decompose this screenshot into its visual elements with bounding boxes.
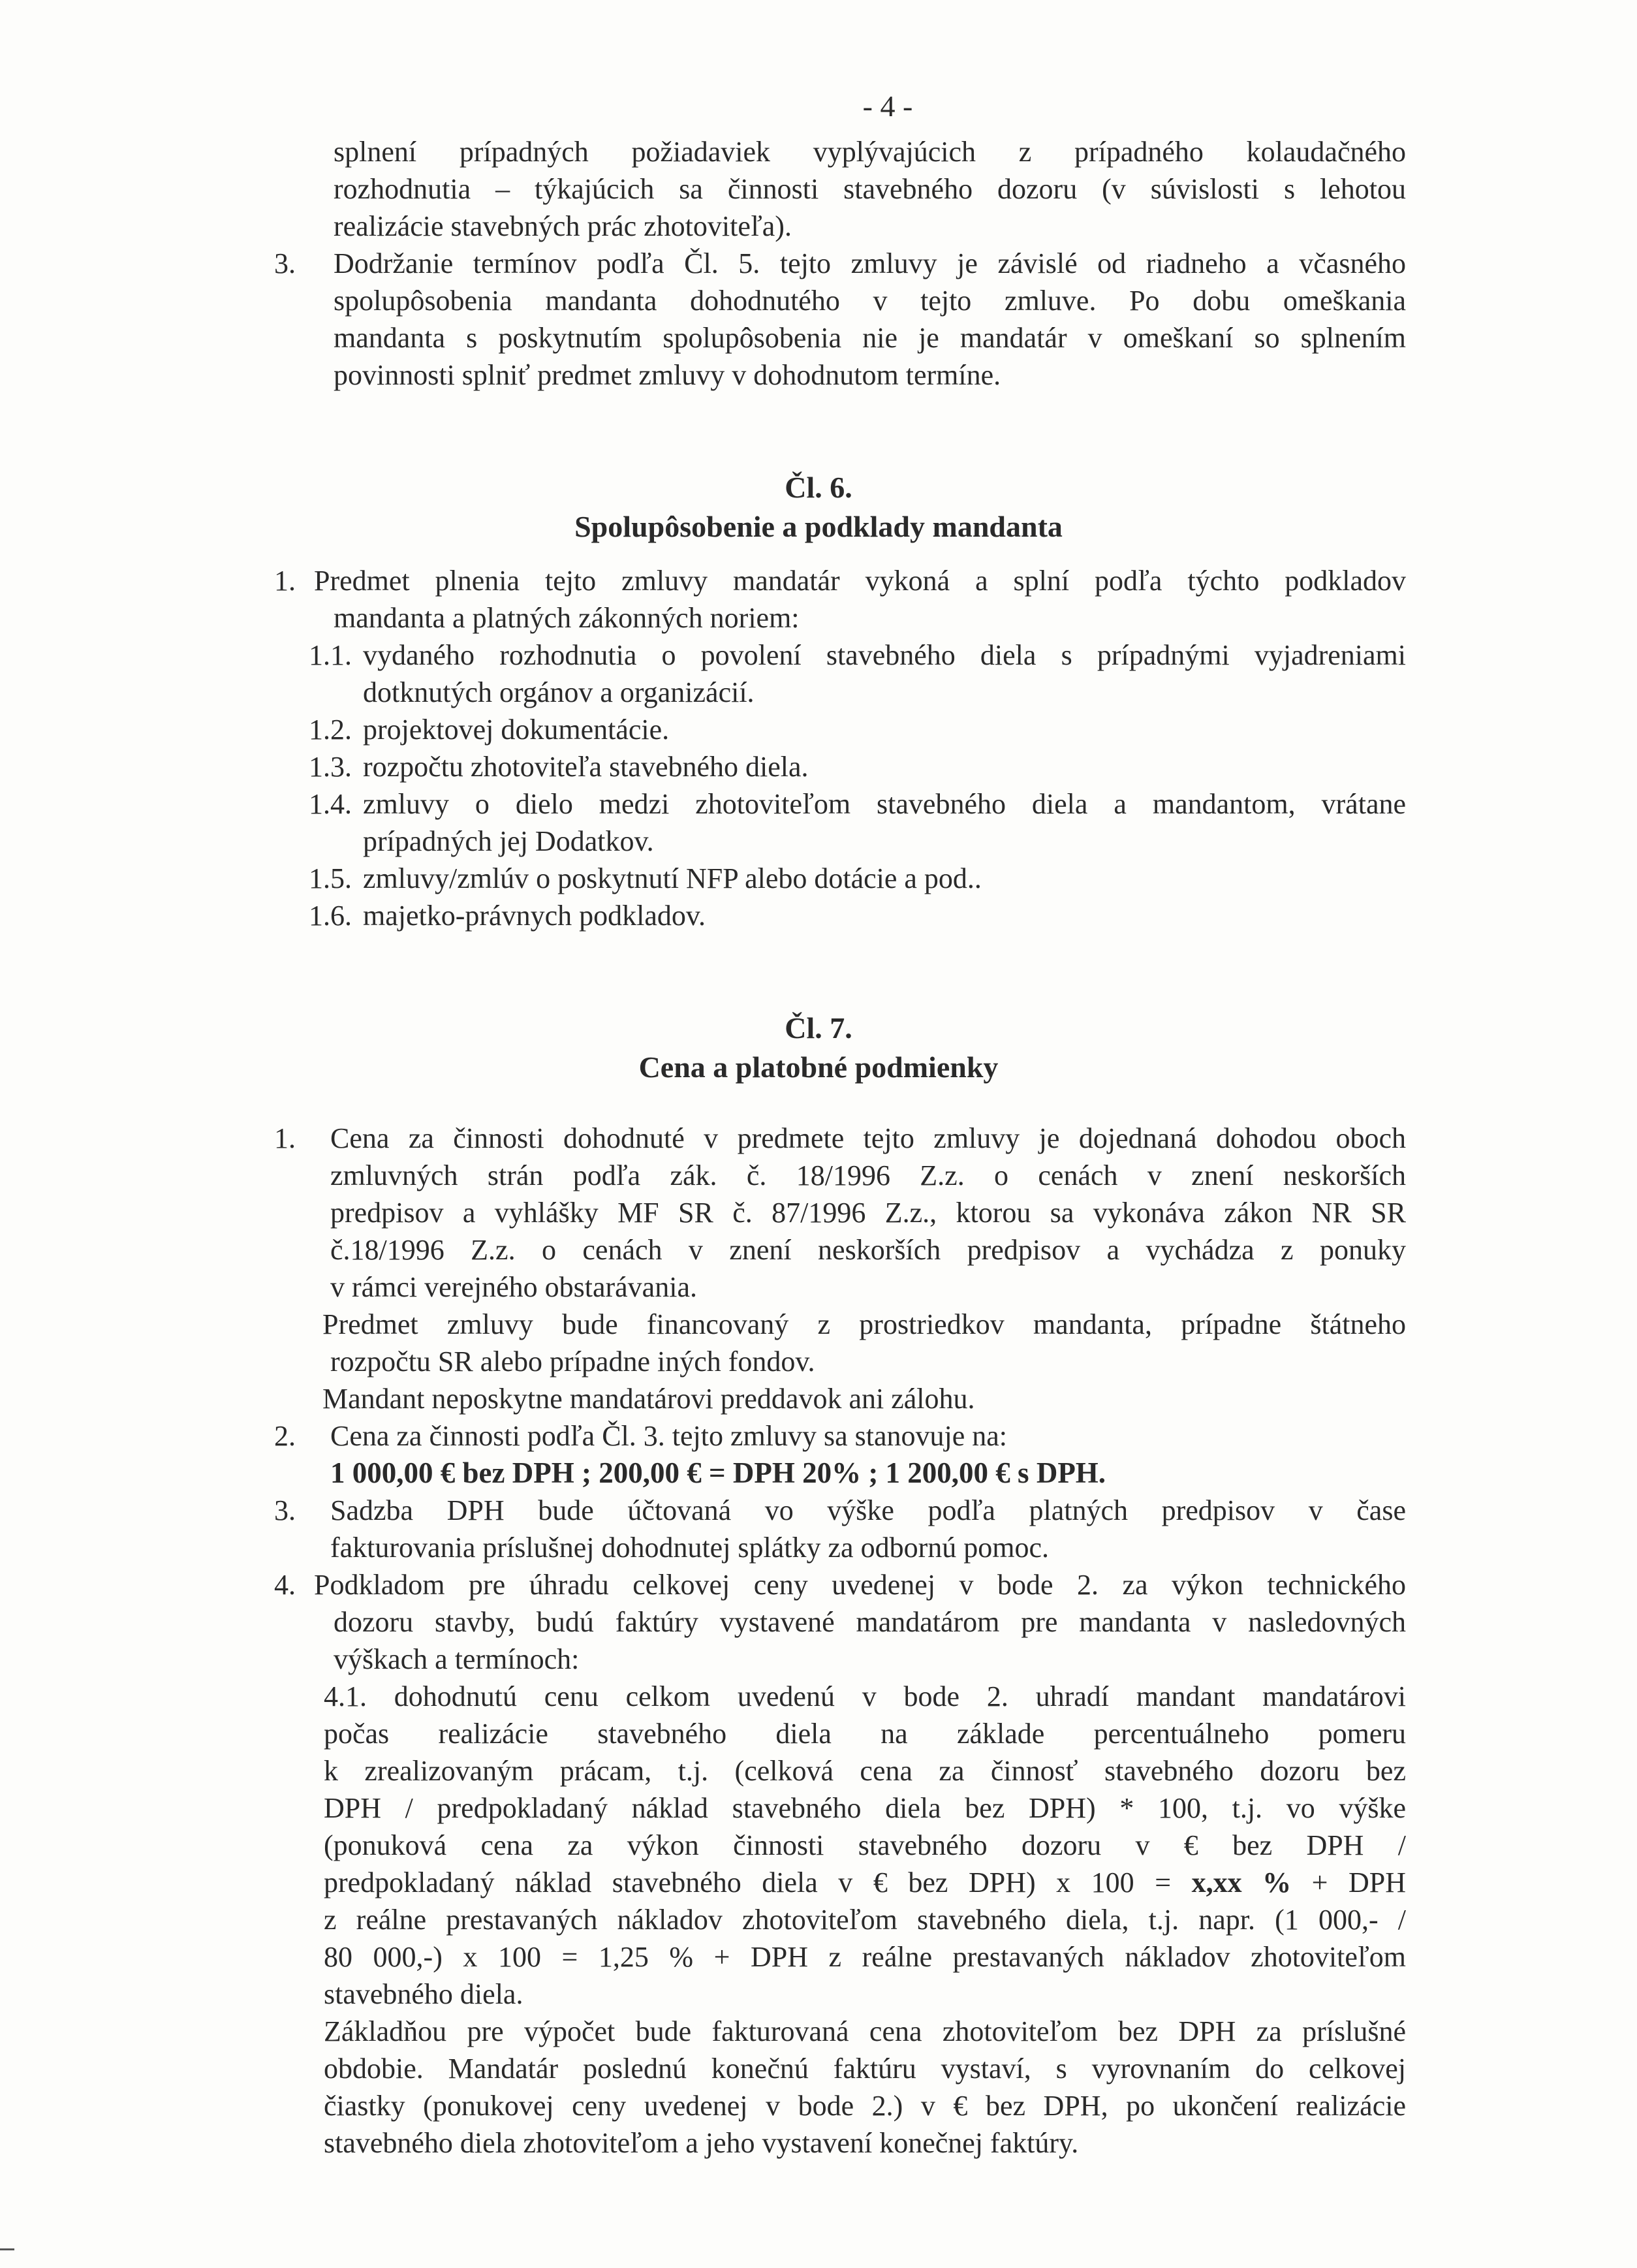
- text-line: Cena za činnosti podľa Čl. 3. tejto zmluvy sa stanovuje na:: [330, 1420, 1007, 1452]
- text-line: povinnosti splniť predmet zmluvy v dohodnutom termíne.: [334, 359, 1001, 391]
- text-line: dozoru stavby, budú faktúry vystavené mandatárom pre mandanta v nasledovných: [334, 1606, 1406, 1638]
- article-7-paragraph-4: [314, 1566, 1406, 1678]
- text-line: Sadzba DPH bude účtovaná vo výške podľa platných predpisov v čase: [330, 1494, 1406, 1526]
- text-line: zmluvy o dielo medzi zhotoviteľom stavebného diela a mandantom, vrátane: [363, 788, 1406, 820]
- text-line: v rámci verejného obstarávania.: [330, 1271, 697, 1303]
- item-number: 1.6.: [309, 900, 352, 932]
- formula-percent: x,xx %: [1191, 1866, 1292, 1898]
- text-line: zmluvy/zmlúv o poskytnutí NFP alebo dotácie a pod..: [363, 862, 982, 894]
- item-number: 1.2.: [309, 714, 352, 746]
- item-number: 1.3.: [309, 751, 352, 783]
- item-number: 1.4.: [309, 788, 352, 820]
- intro-paragraph: [334, 133, 1406, 245]
- article-7-paragraph-1: [322, 1120, 1406, 1417]
- formula-text: + DPH: [1311, 1866, 1406, 1898]
- text-line: Dodržanie termínov podľa Čl. 5. tejto zmluvy je závislé od riadneho a včasného: [334, 247, 1406, 279]
- text-line: DPH / predpokladaný náklad stavebného diela bez DPH) * 100, t.j. vo výške: [324, 1792, 1406, 1824]
- list-item: [363, 897, 1406, 934]
- paragraph-number: 1.: [274, 565, 296, 597]
- text-line: mandanta a platných zákonných noriem:: [334, 602, 800, 634]
- paragraph-number: 2.: [274, 1420, 296, 1452]
- list-item: [363, 860, 1406, 897]
- text-line: rozpočtu zhotoviteľa stavebného diela.: [363, 751, 809, 783]
- text-line: vydaného rozhodnutia o povolení stavebného diela s prípadnými vyjadreniami: [363, 639, 1406, 671]
- text-line: projektovej dokumentácie.: [363, 714, 670, 746]
- paragraph-3: [334, 245, 1406, 394]
- text-line: mandanta s poskytnutím spolupôsobenia nie je mandatár v omeškaní so splnením: [334, 322, 1406, 354]
- text-line: predpisov a vyhlášky MF SR č. 87/1996 Z.z., ktorou sa vykonáva zákon NR SR: [330, 1197, 1406, 1229]
- article-7-number: Čl. 7.: [785, 1011, 852, 1045]
- text-line: Základňou pre výpočet bude fakturovaná cena zhotoviteľom bez DPH za príslušné: [324, 2015, 1406, 2047]
- text-line: Predmet plnenia tejto zmluvy mandatár vykoná a splní podľa týchto podkladov: [314, 565, 1406, 597]
- list-item: [363, 637, 1406, 711]
- text-line: výškach a termínoch:: [334, 1643, 580, 1675]
- text-line: z reálne prestavaných nákladov zhotoviteľom stavebného diela, t.j. napr. (1 000,- /: [324, 1904, 1406, 1936]
- text-line: čiastky (ponukovej ceny uvedenej v bode 2.) v € bez DPH, po ukončení realizácie: [324, 2090, 1406, 2122]
- article-7-title: Cena a platobné podmienky: [638, 1050, 999, 1084]
- paragraph-number: 4.: [274, 1569, 296, 1601]
- text-line: Mandant neposkytne mandatárovi preddavok ani zálohu.: [322, 1383, 975, 1415]
- text-line: Cena za činnosti dohodnuté v predmete tejto zmluvy je dojednaná dohodou oboch: [330, 1122, 1406, 1154]
- text-line: č.18/1996 Z.z. o cenách v znení neskorších predpisov a vychádza z ponuky: [330, 1234, 1406, 1266]
- item-number: 1.1.: [309, 639, 352, 671]
- article-6-number: Čl. 6.: [785, 471, 852, 504]
- text-line: zmluvných strán podľa zák. č. 18/1996 Z.z. o cenách v znení neskorších: [330, 1159, 1406, 1191]
- paragraph-number: 1.: [274, 1122, 296, 1154]
- text-line: majetko-právnych podkladov.: [363, 900, 706, 932]
- text-line: (ponuková cena za výkon činnosti stavebného dozoru v € bez DPH /: [324, 1829, 1406, 1861]
- text-line: fakturovania príslušnej dohodnutej splátky za odbornú pomoc.: [330, 1532, 1049, 1564]
- article-7-subsection-4-1: [324, 1678, 1406, 2162]
- text-line: rozpočtu SR alebo prípadne iných fondov.: [330, 1346, 815, 1378]
- article-7-paragraph-2: [330, 1417, 1406, 1492]
- text-line: 4.1. dohodnutú cenu celkom uvedenú v bode 2. uhradí mandant mandatárovi: [324, 1680, 1406, 1712]
- list-item: [363, 785, 1406, 860]
- paragraph-number: 3.: [274, 247, 296, 279]
- text-line: obdobie. Mandatár poslednú konečnú faktúru vystaví, s vyrovnaním do celkovej: [324, 2053, 1406, 2085]
- article-6-paragraph-1: [314, 562, 1406, 637]
- article-7-paragraph-3: [330, 1492, 1406, 1566]
- text-line: stavebného diela zhotoviteľom a jeho vystavení konečnej faktúry.: [324, 2127, 1079, 2159]
- text-line: splnení prípadných požiadaviek vyplývajúcich z prípadného kolaudačného: [334, 136, 1406, 168]
- article-6-title: Spolupôsobenie a podklady mandanta: [574, 510, 1063, 543]
- formula-text: predpokladaný náklad stavebného diela v € bez DPH) x 100 =: [324, 1866, 1172, 1898]
- scan-margin-mark: [0, 2248, 14, 2250]
- formula-line: [324, 1864, 1406, 1901]
- text-line: rozhodnutia – týkajúcich sa činnosti stavebného dozoru (v súvislosti s lehotou: [334, 173, 1406, 205]
- list-item: [363, 711, 1406, 748]
- page-number: - 4 -: [862, 89, 913, 123]
- text-line: spolupôsobenia mandanta dohodnutého v tejto zmluve. Po dobu omeškania: [334, 285, 1406, 317]
- price-line: 1 000,00 € bez DPH ; 200,00 € = DPH 20% ; 1 200,00 € s DPH.: [330, 1457, 1106, 1489]
- text-line: dotknutých orgánov a organizácií.: [363, 676, 755, 708]
- text-line: 80 000,-) x 100 = 1,25 % + DPH z reálne prestavaných nákladov zhotoviteľom: [324, 1941, 1406, 1973]
- paragraph-number: 3.: [274, 1494, 296, 1526]
- item-number: 1.5.: [309, 862, 352, 894]
- text-line: prípadných jej Dodatkov.: [363, 825, 654, 857]
- text-line: k zrealizovaným prácam, t.j. (celková cena za činnosť stavebného dozoru bez: [324, 1755, 1406, 1787]
- text-line: stavebného diela.: [324, 1978, 523, 2010]
- list-item: [363, 748, 1406, 785]
- text-line: Predmet zmluvy bude financovaný z prostriedkov mandanta, prípadne štátneho: [322, 1308, 1406, 1340]
- text-line: počas realizácie stavebného diela na základe percentuálneho pomeru: [324, 1718, 1406, 1750]
- text-line: realizácie stavebných prác zhotoviteľa).: [334, 210, 792, 242]
- text-line: Podkladom pre úhradu celkovej ceny uvedenej v bode 2. za výkon technického: [314, 1569, 1406, 1601]
